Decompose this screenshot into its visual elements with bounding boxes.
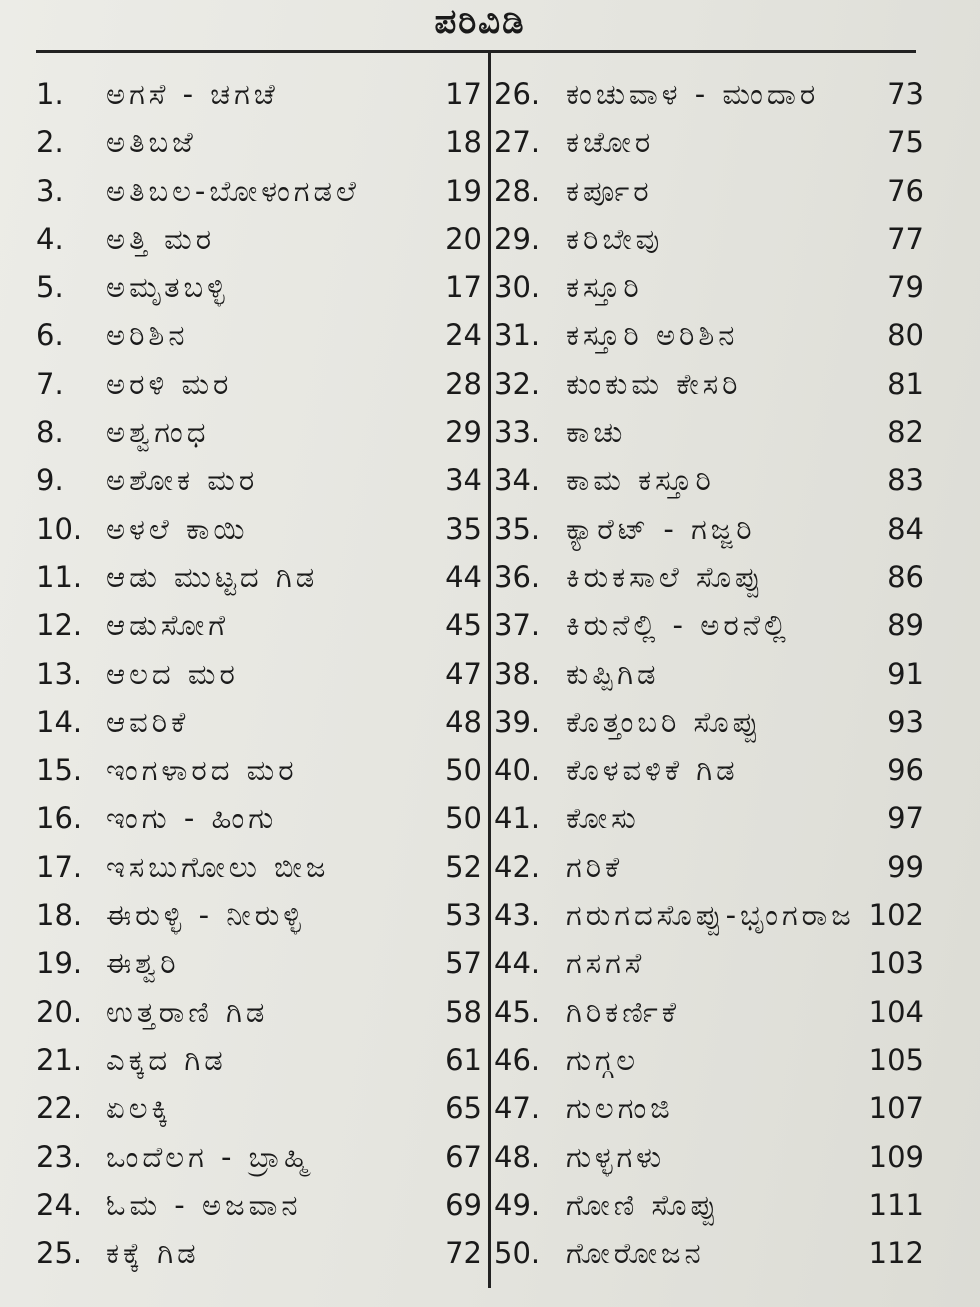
entry-number: 47.	[494, 1091, 541, 1126]
entry-page-number: 112	[868, 1236, 924, 1271]
entry-number: 22.	[36, 1091, 83, 1126]
entry-name: ಕಂಚುವಾಳ - ಮಂದಾರ	[566, 77, 820, 111]
toc-entry	[494, 794, 924, 842]
entry-name: ಕ್ಯಾರೆಟ್ - ಗಜ್ಜರಿ	[566, 511, 756, 546]
entry-page-number: 89	[887, 608, 924, 643]
entry-name: ಗುಲಗಂಜಿ	[566, 1091, 674, 1126]
entry-name: ಗರುಗದಸೊಪ್ಪು-ಭೃಂಗರಾಜ	[566, 898, 855, 933]
entry-page-number: 83	[887, 463, 924, 498]
toc-entry	[36, 360, 482, 408]
entry-page-number: 96	[887, 753, 924, 788]
entry-name: ಕಸ್ತೂರಿ	[566, 270, 643, 305]
toc-entry	[494, 698, 924, 746]
toc-entry	[494, 118, 924, 166]
toc-entry	[494, 408, 924, 456]
entry-name: ಕಚೋರ	[566, 125, 655, 160]
entry-name: ಕಾಚು	[566, 415, 627, 450]
toc-entry	[36, 70, 482, 118]
entry-page-number: 111	[868, 1187, 924, 1222]
entry-page-number: 97	[887, 801, 924, 836]
entry-name: ಗರಿಕೆ	[566, 849, 624, 884]
entry-page-number: 76	[887, 173, 924, 208]
entry-page-number: 109	[868, 1139, 924, 1174]
toc-entry	[494, 988, 924, 1036]
toc-entry	[494, 167, 924, 215]
entry-number: 44.	[494, 946, 541, 981]
entry-number: 17.	[36, 849, 83, 884]
entry-name: ಅಶ್ವಗಂಧ	[106, 415, 210, 450]
entry-number: 50.	[494, 1236, 541, 1271]
toc-entry	[36, 746, 482, 794]
entry-number: 25.	[36, 1236, 83, 1271]
entry-page-number: 93	[887, 704, 924, 739]
entry-name: ಅರಳಿ ಮರ	[106, 366, 233, 401]
entry-number: 1.	[36, 77, 64, 111]
entry-number: 32.	[494, 366, 541, 401]
toc-entry	[494, 939, 924, 987]
entry-name: ಗಿರಿಕರ್ಣಿಕೆ	[566, 994, 680, 1029]
entry-name: ಕಿರುನೆಲ್ಲಿ - ಅರನೆಲ್ಲಿ	[566, 608, 790, 643]
entry-number: 8.	[36, 415, 64, 450]
entry-number: 49.	[494, 1187, 541, 1222]
entry-number: 13.	[36, 656, 83, 691]
toc-entry	[36, 1133, 482, 1181]
entry-number: 40.	[494, 753, 541, 788]
toc-entry	[36, 167, 482, 215]
toc-entry	[494, 263, 924, 311]
entry-number: 9.	[36, 463, 64, 498]
entry-number: 42.	[494, 849, 541, 884]
entry-page-number: 19	[445, 173, 482, 208]
entry-name: ಗಸಗಸೆ	[566, 946, 646, 981]
entry-name: ಕೊಳವಳಿಕೆ ಗಿಡ	[566, 753, 739, 788]
entry-name: ಉತ್ತರಾಣಿ ಗಿಡ	[106, 994, 269, 1029]
entry-name: ಇಸಬುಗೋಲು ಬೀಜ	[106, 849, 330, 884]
entry-name: ಅತಿಬಲ-ಬೋಳಂಗಡಲೆ	[106, 173, 360, 208]
entry-number: 37.	[494, 608, 541, 643]
entry-name: ಗೋರೋಜನ	[566, 1236, 705, 1271]
entry-page-number: 45	[445, 608, 482, 643]
toc-entry	[494, 843, 924, 891]
entry-number: 34.	[494, 463, 541, 498]
entry-page-number: 34	[445, 463, 482, 498]
entry-name: ಈರುಳ್ಳಿ - ನೀರುಳ್ಳಿ	[106, 898, 305, 933]
entry-page-number: 57	[445, 946, 482, 981]
toc-entry	[36, 118, 482, 166]
entry-page-number: 84	[887, 511, 924, 546]
entry-page-number: 79	[887, 270, 924, 305]
entry-number: 15.	[36, 753, 83, 788]
entry-number: 30.	[494, 270, 541, 305]
toc-entry	[494, 70, 924, 118]
toc-entry	[494, 505, 924, 553]
entry-page-number: 52	[445, 849, 482, 884]
entry-page-number: 67	[445, 1139, 482, 1174]
entry-number: 28.	[494, 173, 541, 208]
entry-number: 18.	[36, 898, 83, 933]
entry-name: ಕರ್ಪೂರ	[566, 173, 653, 208]
entry-name: ಗುಗ್ಗಲ	[566, 1042, 640, 1077]
entry-number: 3.	[36, 173, 64, 208]
entry-page-number: 99	[887, 849, 924, 884]
entry-name: ಇಂಗು - ಹಿಂಗು	[106, 801, 278, 836]
entry-number: 41.	[494, 801, 541, 836]
toc-entry	[36, 263, 482, 311]
entry-name: ಎಕ್ಕದ ಗಿಡ	[106, 1042, 227, 1077]
entry-number: 27.	[494, 125, 541, 160]
header-rule	[36, 50, 916, 53]
toc-entry	[494, 311, 924, 359]
toc-left-column	[36, 70, 482, 1277]
entry-name: ಅಶೋಕ ಮರ	[106, 463, 259, 498]
toc-entry	[36, 698, 482, 746]
entry-name: ಕಾಮ ಕಸ್ತೂರಿ	[566, 463, 715, 498]
toc-entry	[36, 1229, 482, 1277]
entry-name: ಕಸ್ತೂರಿ ಅರಿಶಿನ	[566, 318, 739, 353]
entry-number: 48.	[494, 1139, 541, 1174]
entry-page-number: 80	[887, 318, 924, 353]
entry-page-number: 69	[445, 1187, 482, 1222]
entry-number: 16.	[36, 801, 83, 836]
entry-name: ಇಂಗಳಾರದ ಮರ	[106, 753, 298, 788]
entry-number: 26.	[494, 77, 541, 111]
entry-number: 14.	[36, 704, 83, 739]
entry-number: 46.	[494, 1042, 541, 1077]
entry-number: 36.	[494, 559, 541, 594]
entry-number: 6.	[36, 318, 64, 353]
entry-name: ಕರಿಬೇವು	[566, 221, 664, 256]
entry-page-number: 28	[445, 366, 482, 401]
entry-page-number: 17	[445, 270, 482, 305]
entry-number: 38.	[494, 656, 541, 691]
toc-entry	[494, 1181, 924, 1229]
toc-entry	[494, 553, 924, 601]
toc-entry	[494, 215, 924, 263]
entry-page-number: 61	[445, 1042, 482, 1077]
entry-name: ಕುಂಕುಮ ಕೇಸರಿ	[566, 366, 742, 401]
entry-number: 23.	[36, 1139, 83, 1174]
entry-page-number: 17	[445, 77, 482, 111]
entry-number: 33.	[494, 415, 541, 450]
entry-page-number: 44	[445, 559, 482, 594]
entry-name: ಗೋಣಿ ಸೊಪ್ಪು	[566, 1187, 721, 1222]
entry-name: ಅತಿಬಜೆ	[106, 125, 197, 160]
column-divider	[488, 52, 491, 1288]
entry-name: ಕೊತ್ತಂಬರಿ ಸೊಪ್ಪು	[566, 704, 763, 739]
entry-number: 29.	[494, 221, 541, 256]
entry-name: ಓಮ - ಅಜವಾನ	[106, 1187, 302, 1222]
entry-page-number: 104	[868, 994, 924, 1029]
entry-page-number: 35	[445, 511, 482, 546]
toc-entry	[36, 1181, 482, 1229]
entry-number: 43.	[494, 898, 541, 933]
toc-right-column	[494, 70, 924, 1277]
toc-entry	[36, 794, 482, 842]
toc-entry	[494, 1036, 924, 1084]
entry-page-number: 82	[887, 415, 924, 450]
entry-page-number: 47	[445, 656, 482, 691]
entry-number: 31.	[494, 318, 541, 353]
entry-page-number: 75	[887, 125, 924, 160]
entry-number: 21.	[36, 1042, 83, 1077]
entry-name: ಕಿರುಕಸಾಲೆ ಸೊಪ್ಪು	[566, 559, 765, 594]
toc-entry	[36, 553, 482, 601]
toc-entry	[36, 505, 482, 553]
entry-name: ಆಲದ ಮರ	[106, 656, 239, 691]
entry-number: 12.	[36, 608, 83, 643]
entry-number: 24.	[36, 1187, 83, 1222]
entry-page-number: 105	[868, 1042, 924, 1077]
entry-name: ಕೋಸು	[566, 801, 640, 836]
entry-number: 4.	[36, 221, 64, 256]
toc-entry	[36, 1036, 482, 1084]
toc-entry	[36, 988, 482, 1036]
toc-entry	[36, 939, 482, 987]
entry-name: ಆಡುಸೋಗೆ	[106, 608, 230, 643]
entry-page-number: 29	[445, 415, 482, 450]
entry-page-number: 53	[445, 898, 482, 933]
toc-entry	[36, 408, 482, 456]
entry-page-number: 20	[445, 221, 482, 256]
entry-page-number: 24	[445, 318, 482, 353]
entry-page-number: 86	[887, 559, 924, 594]
entry-page-number: 50	[445, 753, 482, 788]
toc-entry	[494, 601, 924, 649]
entry-page-number: 81	[887, 366, 924, 401]
entry-number: 35.	[494, 511, 541, 546]
entry-name: ಒಂದೆಲಗ - ಬ್ರಾಹ್ಮಿ	[106, 1139, 312, 1174]
entry-number: 2.	[36, 125, 64, 160]
entry-name: ಆಡು ಮುಟ್ಟದ ಗಿಡ	[106, 559, 319, 594]
entry-page-number: 91	[887, 656, 924, 691]
entry-number: 5.	[36, 270, 64, 305]
entry-name: ಏಲಕ್ಕಿ	[106, 1091, 172, 1126]
entry-number: 19.	[36, 946, 83, 981]
entry-number: 45.	[494, 994, 541, 1029]
entry-name: ಅಗಸೆ - ಚಗಚೆ	[106, 77, 279, 111]
entry-name: ಕುಪ್ಪಿಗಿಡ	[566, 656, 660, 691]
entry-page-number: 50	[445, 801, 482, 836]
entry-page-number: 107	[868, 1091, 924, 1126]
toc-entry	[36, 456, 482, 504]
entry-number: 7.	[36, 366, 64, 401]
entry-name: ಅರಿಶಿನ	[106, 318, 189, 353]
toc-entry	[36, 311, 482, 359]
entry-name: ಈಶ್ವರಿ	[106, 946, 180, 981]
entry-number: 11.	[36, 559, 83, 594]
toc-entry	[36, 891, 482, 939]
entry-name: ಅಳಲೆ ಕಾಯಿ	[106, 511, 249, 546]
toc-entry	[494, 891, 924, 939]
toc-entry	[36, 601, 482, 649]
toc-entry	[36, 843, 482, 891]
entry-page-number: 73	[887, 77, 924, 111]
toc-entry	[494, 1229, 924, 1277]
entry-number: 10.	[36, 511, 83, 546]
toc-entry	[494, 1133, 924, 1181]
toc-entry	[494, 746, 924, 794]
entry-page-number: 48	[445, 704, 482, 739]
toc-entry	[494, 1084, 924, 1132]
toc-entry	[494, 650, 924, 698]
entry-page-number: 77	[887, 221, 924, 256]
toc-entry	[494, 456, 924, 504]
entry-page-number: 72	[445, 1236, 482, 1271]
entry-page-number: 18	[445, 125, 482, 160]
entry-number: 39.	[494, 704, 541, 739]
entry-page-number: 65	[445, 1091, 482, 1126]
toc-entry	[36, 650, 482, 698]
entry-name: ಗುಳ್ಳಗಳು	[566, 1139, 666, 1174]
page-title: ಪರಿವಿಡಿ	[434, 2, 526, 42]
toc-entry	[494, 360, 924, 408]
entry-name: ಅತ್ತಿ ಮರ	[106, 221, 216, 256]
entry-name: ಅಮೃತಬಳ್ಳಿ	[106, 270, 229, 305]
toc-entry	[36, 215, 482, 263]
entry-page-number: 102	[868, 898, 924, 933]
entry-page-number: 58	[445, 994, 482, 1029]
entry-name: ಕಕ್ಕೆ ಗಿಡ	[106, 1236, 200, 1271]
toc-entry	[36, 1084, 482, 1132]
entry-number: 20.	[36, 994, 83, 1029]
entry-name: ಆವರಿಕೆ	[106, 704, 190, 739]
entry-page-number: 103	[868, 946, 924, 981]
